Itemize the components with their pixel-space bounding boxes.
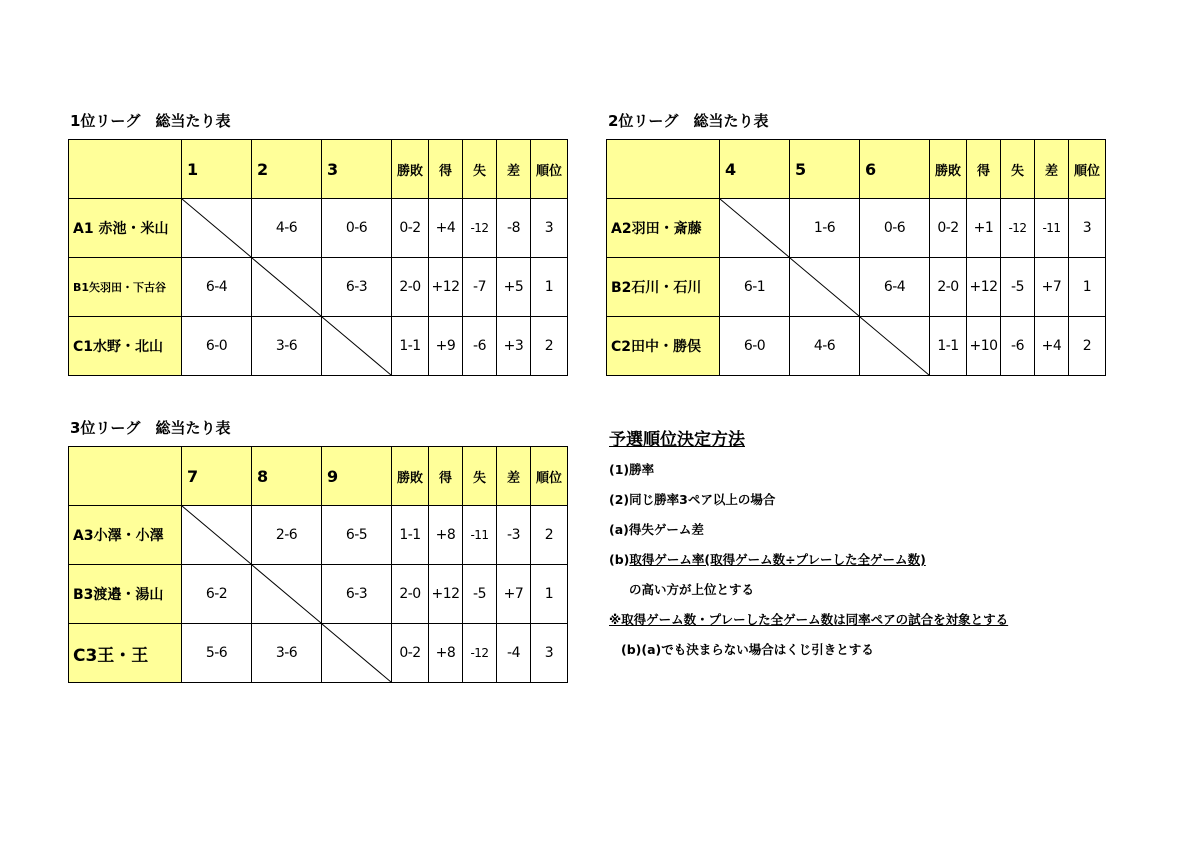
games-for: +9	[429, 317, 463, 376]
match-result: 6-2	[182, 565, 252, 624]
games-against: -12	[463, 199, 497, 258]
col-header-against: 失	[463, 447, 497, 506]
match-result: 6-4	[860, 258, 930, 317]
rank: 3	[531, 199, 568, 258]
self-match-cell	[252, 565, 322, 624]
col-header-8: 8	[252, 447, 322, 506]
games-against: -6	[463, 317, 497, 376]
col-header-for: 得	[967, 140, 1001, 199]
col-header-3: 3	[322, 140, 392, 199]
rank: 1	[1069, 258, 1106, 317]
games-against: -5	[463, 565, 497, 624]
team-name: A2羽田・斎藤	[607, 199, 720, 258]
self-match-cell	[322, 624, 392, 683]
team-name: A3小澤・小澤	[69, 506, 182, 565]
col-header-9: 9	[322, 447, 392, 506]
match-result: 4-6	[252, 199, 322, 258]
match-result: 6-5	[322, 506, 392, 565]
match-result: 2-6	[252, 506, 322, 565]
self-match-cell	[252, 258, 322, 317]
game-diff: +4	[1035, 317, 1069, 376]
games-against: -12	[463, 624, 497, 683]
self-match-cell	[720, 199, 790, 258]
col-header-4: 4	[720, 140, 790, 199]
col-header-rank: 順位	[531, 140, 568, 199]
league-2	[606, 112, 1106, 376]
team-name: B3渡邉・湯山	[69, 565, 182, 624]
games-against: -6	[1001, 317, 1035, 376]
self-match-cell	[860, 317, 930, 376]
match-result: 5-6	[182, 624, 252, 683]
games-for: +4	[429, 199, 463, 258]
record: 0-2	[930, 199, 967, 258]
games-for: +12	[429, 258, 463, 317]
games-against: -11	[463, 506, 497, 565]
match-result: 3-6	[252, 317, 322, 376]
col-header-for: 得	[429, 447, 463, 506]
game-diff: -4	[497, 624, 531, 683]
games-for: +12	[967, 258, 1001, 317]
record: 1-1	[392, 506, 429, 565]
rule-line: (b)(a)でも決まらない場合はくじ引きとする	[621, 642, 874, 657]
col-header-rank: 順位	[531, 447, 568, 506]
col-header-record: 勝敗	[930, 140, 967, 199]
record: 0-2	[392, 624, 429, 683]
game-diff: -8	[497, 199, 531, 258]
rule-note: ※取得ゲーム数・プレーした全ゲーム数は同率ペアの試合を対象とする	[609, 612, 1009, 627]
rule-line	[609, 545, 1169, 575]
league-table	[606, 139, 1106, 376]
rank: 2	[1069, 317, 1106, 376]
rule-underlined: 取得ゲーム率(取得ゲーム数÷プレーした全ゲーム数)	[629, 552, 926, 567]
col-header-record: 勝敗	[392, 140, 429, 199]
record: 1-1	[930, 317, 967, 376]
rank: 3	[531, 624, 568, 683]
match-result: 6-1	[720, 258, 790, 317]
rule-line: (1)勝率	[609, 462, 655, 477]
rank: 1	[531, 258, 568, 317]
self-match-cell	[182, 506, 252, 565]
rule-line: (a)得失ゲーム差	[609, 522, 704, 537]
team-name: B1矢羽田・下古谷	[69, 258, 182, 317]
rules-title: 予選順位決定方法	[609, 430, 745, 450]
self-match-cell	[182, 199, 252, 258]
self-match-cell	[790, 258, 860, 317]
league-table	[68, 139, 568, 376]
games-against: -7	[463, 258, 497, 317]
rule-line: の高い方が上位とする	[629, 582, 755, 597]
match-result: 6-4	[182, 258, 252, 317]
match-result: 6-3	[322, 258, 392, 317]
match-result: 1-6	[790, 199, 860, 258]
match-result: 3-6	[252, 624, 322, 683]
rank: 2	[531, 506, 568, 565]
games-for: +8	[429, 624, 463, 683]
match-result: 6-0	[182, 317, 252, 376]
games-for: +10	[967, 317, 1001, 376]
team-name: C1水野・北山	[69, 317, 182, 376]
league-title: 2位リーグ 総当たり表	[608, 112, 769, 130]
team-name: B2石川・石川	[607, 258, 720, 317]
col-header-rank: 順位	[1069, 140, 1106, 199]
league-1	[68, 112, 568, 376]
col-header-2: 2	[252, 140, 322, 199]
rule-line: (2)同じ勝率3ペア以上の場合	[609, 492, 776, 507]
games-for: +1	[967, 199, 1001, 258]
record: 2-0	[930, 258, 967, 317]
games-against: -12	[1001, 199, 1035, 258]
col-header-1: 1	[182, 140, 252, 199]
ranking-rules	[609, 425, 1169, 665]
col-header-diff: 差	[497, 447, 531, 506]
col-header-7: 7	[182, 447, 252, 506]
league-title: 3位リーグ 総当たり表	[70, 419, 231, 437]
rank: 3	[1069, 199, 1106, 258]
league-table	[68, 446, 568, 683]
team-name: C2田中・勝俣	[607, 317, 720, 376]
rank: 1	[531, 565, 568, 624]
games-for: +12	[429, 565, 463, 624]
game-diff: +5	[497, 258, 531, 317]
col-header-against: 失	[463, 140, 497, 199]
match-result: 6-3	[322, 565, 392, 624]
col-header-for: 得	[429, 140, 463, 199]
league-title: 1位リーグ 総当たり表	[70, 112, 231, 130]
match-result: 6-0	[720, 317, 790, 376]
team-name: A1 赤池・米山	[69, 199, 182, 258]
game-diff: -11	[1035, 199, 1069, 258]
game-diff: +3	[497, 317, 531, 376]
corner-cell	[607, 140, 720, 199]
games-for: +8	[429, 506, 463, 565]
record: 0-2	[392, 199, 429, 258]
rule-prefix: (b)	[609, 552, 630, 567]
team-name: C3王・王	[69, 624, 182, 683]
col-header-record: 勝敗	[392, 447, 429, 506]
match-result: 0-6	[322, 199, 392, 258]
col-header-diff: 差	[1035, 140, 1069, 199]
game-diff: +7	[1035, 258, 1069, 317]
col-header-diff: 差	[497, 140, 531, 199]
col-header-6: 6	[860, 140, 930, 199]
game-diff: -3	[497, 506, 531, 565]
record: 2-0	[392, 565, 429, 624]
match-result: 4-6	[790, 317, 860, 376]
match-result: 0-6	[860, 199, 930, 258]
games-against: -5	[1001, 258, 1035, 317]
rank: 2	[531, 317, 568, 376]
corner-cell	[69, 447, 182, 506]
record: 2-0	[392, 258, 429, 317]
col-header-against: 失	[1001, 140, 1035, 199]
record: 1-1	[392, 317, 429, 376]
col-header-5: 5	[790, 140, 860, 199]
league-3	[68, 419, 568, 683]
self-match-cell	[322, 317, 392, 376]
game-diff: +7	[497, 565, 531, 624]
corner-cell	[69, 140, 182, 199]
